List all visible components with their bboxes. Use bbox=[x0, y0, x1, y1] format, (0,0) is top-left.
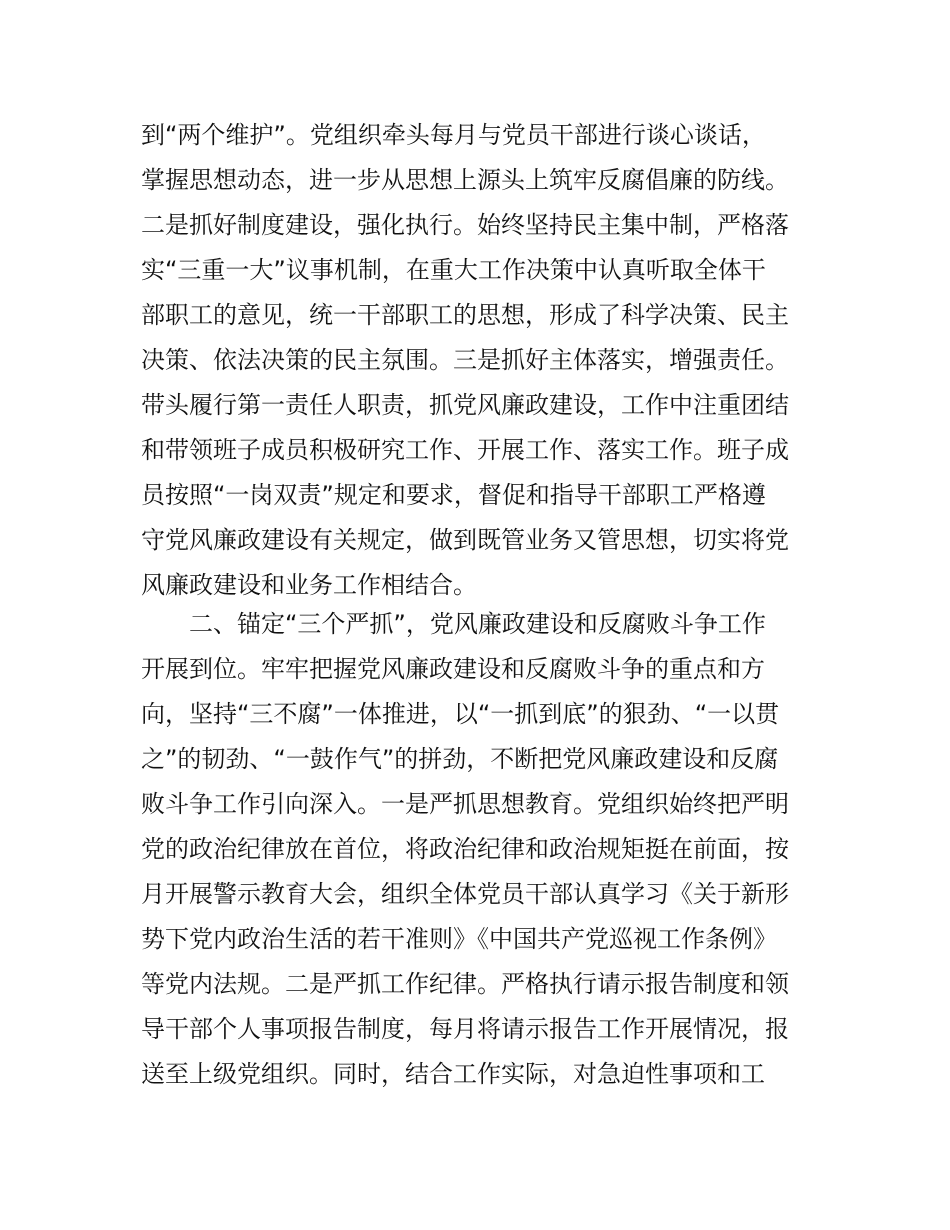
paragraph-line: 等党内法规。二是严抓工作纪律。严格执行请示报告制度和领 bbox=[141, 970, 789, 998]
paragraph-line: 送至上级党组织。同时，结合工作实际，对急迫性事项和工 bbox=[141, 1060, 765, 1088]
paragraph-line: 和带领班子成员积极研究工作、开展工作、落实工作。班子成 bbox=[141, 436, 789, 464]
paragraph-line: 导干部个人事项报告制度，每月将请示报告工作开展情况，报 bbox=[141, 1015, 789, 1043]
paragraph-line: 向，坚持“三不腐”一体推进，以“一抓到底”的狠劲、“一以贯 bbox=[141, 700, 780, 728]
paragraph-line: 掌握思想动态，进一步从思想上源头上筑牢反腐倡廉的防线。 bbox=[141, 166, 789, 194]
paragraph-line: 决策、依法决策的民主氛围。三是抓好主体落实，增强责任。 bbox=[141, 346, 789, 374]
paragraph-line: 败斗争工作引向深入。一是严抓思想教育。党组织始终把严明 bbox=[141, 790, 789, 818]
paragraph-line: 党的政治纪律放在首位，将政治纪律和政治规矩挺在前面，按 bbox=[141, 835, 789, 863]
paragraph-line: 部职工的意见，统一干部职工的思想，形成了科学决策、民主 bbox=[141, 301, 789, 329]
paragraph-line: 势下党内政治生活的若干准则》《中国共产党巡视工作条例》 bbox=[141, 925, 777, 953]
paragraph-first-line: 二、锚定“三个严抓”，党风廉政建设和反腐败斗争工作 bbox=[189, 610, 766, 638]
paragraph-line: 之”的韧劲、“一鼓作气”的拼劲，不断把党风廉政建设和反腐 bbox=[141, 745, 779, 773]
paragraph-line: 带头履行第一责任人职责，抓党风廉政建设，工作中注重团结 bbox=[141, 391, 789, 419]
paragraph-line: 月开展警示教育大会，组织全体党员干部认真学习《关于新形 bbox=[141, 880, 789, 908]
paragraph-line: 风廉政建设和业务工作相结合。 bbox=[141, 571, 477, 599]
paragraph-line: 实“三重一大”议事机制，在重大工作决策中认真听取全体干 bbox=[141, 256, 766, 284]
paragraph-line: 到“两个维护”。党组织牵头每月与党员干部进行谈心谈话， bbox=[141, 121, 766, 149]
paragraph-line: 员按照“一岗双责”规定和要求，督促和指导干部职工严格遵 bbox=[141, 481, 766, 509]
paragraph-line: 开展到位。牢牢把握党风廉政建设和反腐败斗争的重点和方 bbox=[141, 655, 765, 683]
paragraph-line: 二是抓好制度建设，强化执行。始终坚持民主集中制，严格落 bbox=[141, 211, 789, 239]
paragraph-line: 守党风廉政建设有关规定，做到既管业务又管思想，切实将党 bbox=[141, 526, 789, 554]
